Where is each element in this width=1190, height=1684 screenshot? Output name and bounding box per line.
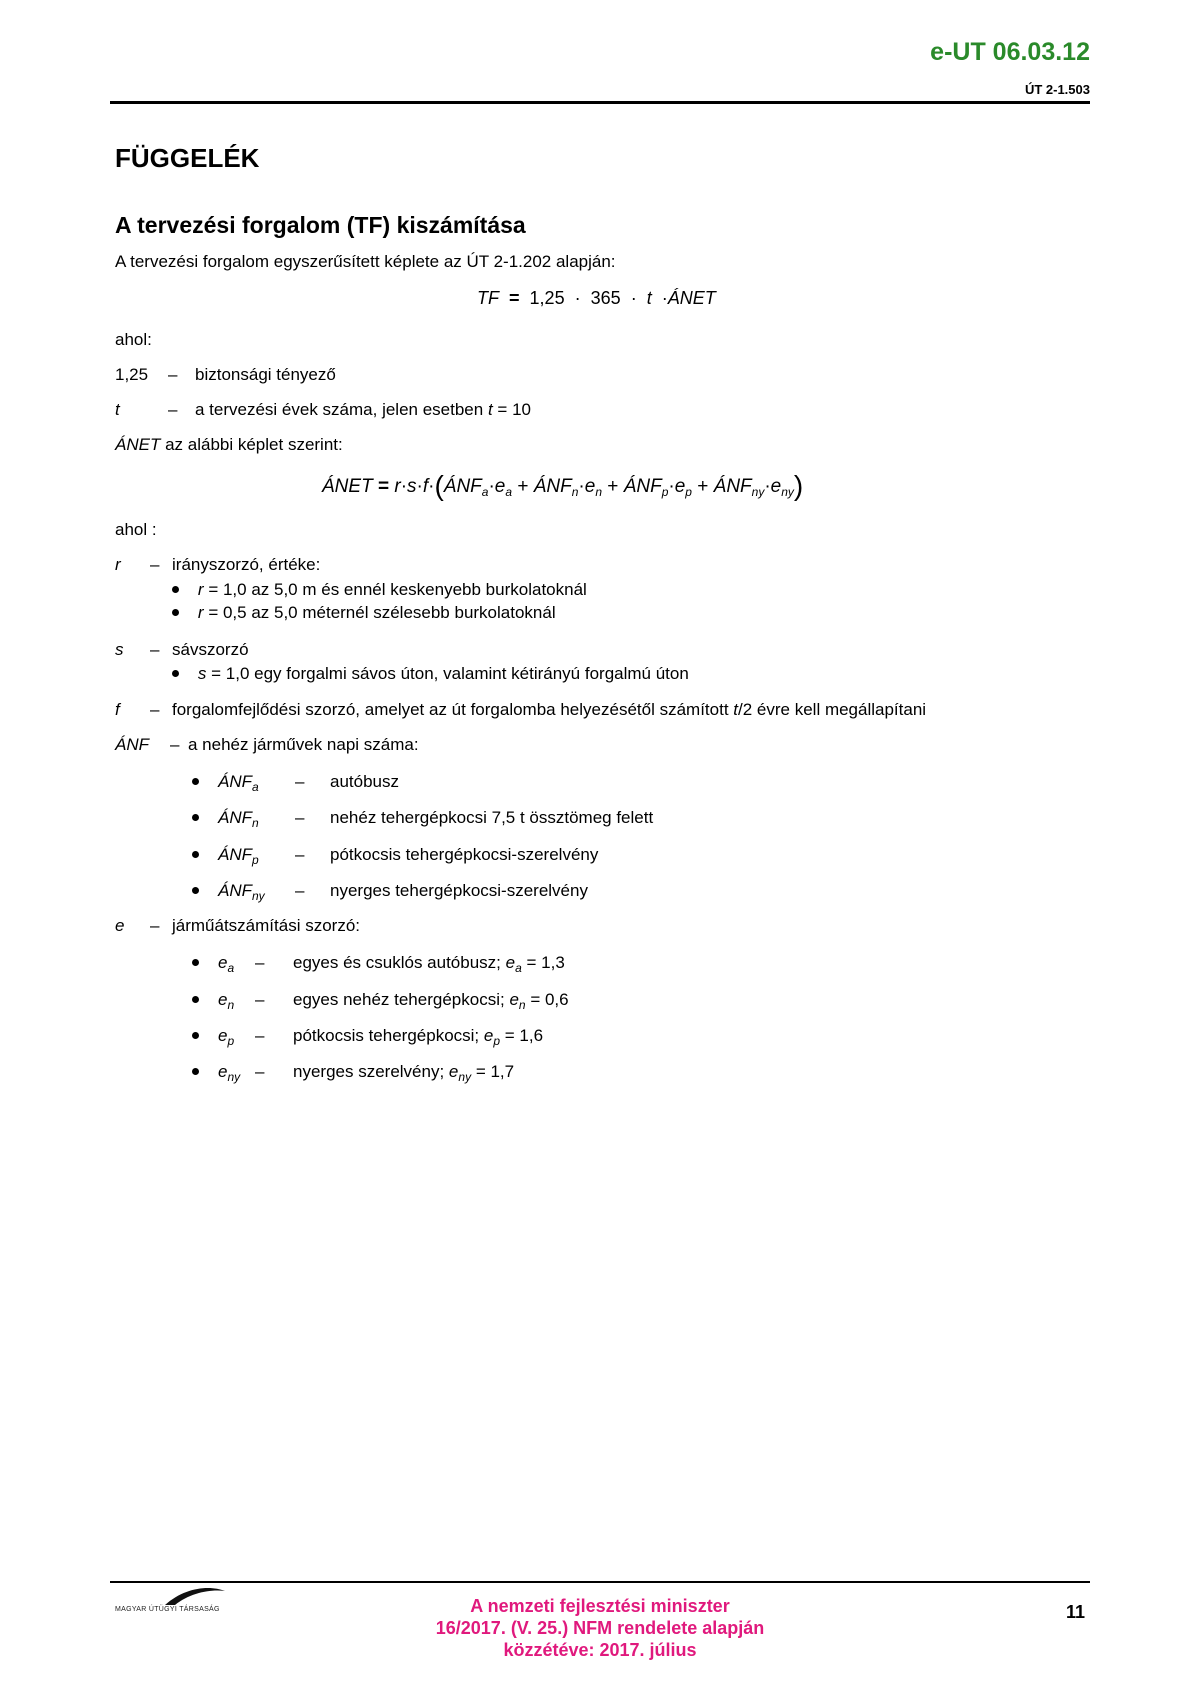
bullet [192,959,199,966]
list-item-var: s [197,664,207,683]
list-item [172,603,556,623]
list-item [192,953,199,973]
anf-item-dash: – [295,772,305,791]
list-item [172,580,587,600]
intro-text: A tervezési forgalom egyszerűsített képlete az ÚT 2-1.202 alapján: [115,252,616,271]
footer-line-1: A nemzeti fejlesztési miniszter [470,1596,730,1616]
f2-e: e [584,476,596,497]
bullet [192,887,199,894]
f2-dot: · [416,476,423,497]
anf-item-dash: – [295,881,305,900]
f2-e: e [494,476,506,497]
f2-sub: p [661,485,669,499]
list-item [192,772,199,792]
def-r-symbol: r [115,555,121,574]
f2-sub: ny [751,485,765,499]
formula-tf-dot: · [574,288,581,308]
list-item [192,881,199,901]
def-e-dash: – [150,916,160,935]
def-e-text: járműátszámítási szorzó: [172,916,360,935]
f2-anf: ÁNF [623,476,662,497]
f2-sub: a [505,485,513,499]
def-f-dash: – [150,700,160,719]
document-code: e-UT 06.03.12 [930,38,1090,66]
anf-item-text: autóbusz [330,772,399,791]
list-item [192,1062,199,1082]
e-item-symbol: $e_a$ [218,953,235,975]
f2-anf: ÁNF [443,476,482,497]
anf-item-symbol: $ÁNF_p$ [218,845,259,867]
f2-lhs: ÁNET [322,476,373,497]
f2-sub: n [595,485,603,499]
f2-plus: + [517,476,529,497]
def-f-text: forgalomfejlődési szorzó, amelyet az út forgalomba helyezésétől számított [172,700,729,719]
f2-plus: + [607,476,619,497]
def-f-symbol: f [115,700,120,719]
f2-close-paren: ) [793,470,804,501]
formula-tf-c1: 1,25 [529,288,565,308]
formula-tf-anet: ÁNET [667,288,716,308]
f2-dot: · [668,476,675,497]
list-item-var: r [197,580,204,599]
f2-dot: · [578,476,585,497]
list-item [192,1026,199,1046]
e-item-dash: – [255,953,265,972]
formula-tf-c2: 365 [590,288,621,308]
f2-sub: p [685,485,692,499]
bullet [172,670,179,677]
list-item [172,664,689,684]
def-safety-text: biztonsági tényező [195,365,336,384]
e-item-text: egyes és csuklós autóbusz; [293,953,501,972]
formula-tf-lhs: TF [477,288,499,308]
formula-tf-t: t [646,288,652,308]
list-item [192,845,199,865]
document-reference: ÚT 2-1.503 [1024,82,1090,97]
page-title: FÜGGELÉK [115,143,260,173]
bullet [192,1068,199,1075]
def-f-line [172,700,926,720]
e-item-text: egyes nehéz tehergépkocsi; [293,990,505,1009]
bullet [192,851,199,858]
anet-text: az alábbi képlet szerint: [165,435,343,454]
e-item-value: = 0,6 [530,990,569,1009]
list-item [192,990,199,1010]
e-item-symbol: $e_n$ [218,990,235,1012]
e-item-text: pótkocsis tehergépkocsi; [293,1026,480,1045]
e-item-line: nyerges szerelvény; $e_{ny} = 1,7$ [293,1062,515,1084]
def-t-symbol: t [115,400,120,419]
e-item-line: pótkocsis tehergépkocsi; $e_p = 1,6$ [293,1026,544,1048]
e-item-line: egyes és csuklós autóbusz; $e_a = 1,3$ [293,953,565,975]
formula-tf [477,288,716,309]
list-item-text: = 1,0 egy forgalmi sávos úton, valamint kétirányú forgalmú úton [211,664,689,683]
bullet [172,586,179,593]
anet-intro [115,435,343,455]
def-safety-symbol: 1,25 [115,365,149,384]
bullet [192,814,199,821]
def-t-line [195,400,531,420]
def-t-text: a tervezési évek száma, jelen esetben [195,400,484,419]
def-t-var: t [487,400,493,419]
e-item-dash: – [255,1062,265,1081]
anf-item-text: pótkocsis tehergépkocsi-szerelvény [330,845,599,864]
def-t-value: = 10 [497,400,531,419]
list-item-var: r [197,603,204,622]
f2-sub: a [481,485,489,499]
list-item [192,808,199,828]
f2-dot: · [764,476,771,497]
def-f-var: t [733,700,739,719]
formula-tf-dot: · [630,288,637,308]
header-divider [110,101,1090,104]
anf-item-dash: – [295,845,305,864]
e-item-dash: – [255,1026,265,1045]
f2-dot: · [428,476,435,497]
f2-e: e [674,476,686,497]
f2-dot: · [488,476,495,497]
def-anf-symbol: ÁNF [115,735,149,754]
bullet [192,778,199,785]
anf-item-text: nehéz tehergépkocsi 7,5 t össztömeg felett [330,808,654,827]
e-item-line: egyes nehéz tehergépkocsi; $e_n = 0,6$ [293,990,569,1012]
f2-anf: ÁNF [713,476,752,497]
def-r-dash: – [150,555,160,574]
f2-sub: ny [781,485,794,499]
page-number: 11 [1065,1602,1085,1622]
def-anf-text: a nehéz járművek napi száma: [188,735,419,754]
anf-item-text: nyerges tehergépkocsi-szerelvény [330,881,588,900]
anf-item-dash: – [295,808,305,827]
formula-anet [322,470,803,502]
f2-e: e [770,476,782,497]
logo-text: MAGYAR ÚTÜGYI TÁRSASÁG [115,1606,220,1613]
def-t-dash: – [168,400,178,419]
e-item-value: = 1,3 [526,953,565,972]
f2-dot: · [400,476,408,497]
formula-tf-dot: · [661,288,668,308]
bullet [192,996,199,1003]
def-f-rest: /2 évre kell megállapítani [738,700,927,719]
f2-open-paren: ( [434,470,444,501]
footer-line-2: 16/2017. (V. 25.) NFM rendelete alapján [435,1618,765,1638]
list-item-text: = 1,0 az 5,0 m és ennél keskenyebb burkolatoknál [208,580,587,599]
bullet [192,1032,199,1039]
anf-item-symbol: $ÁNF_a$ [218,772,259,794]
section-title: A tervezési forgalom (TF) kiszámítása [115,212,526,238]
f2-eq: = [377,476,390,497]
f2-s: s [407,476,417,497]
f2-sub: n [571,485,579,499]
e-item-text: nyerges szerelvény; [293,1062,445,1081]
where-label-2: ahol : [115,520,157,539]
def-safety-dash: – [168,365,178,384]
e-item-symbol: $e_{ny}$ [218,1062,241,1084]
def-s-dash: – [150,640,160,659]
anf-item-symbol: $ÁNF_{ny}$ [218,881,265,903]
def-s-text: sávszorzó [172,640,249,659]
list-item-text: = 0,5 az 5,0 méternél szélesebb burkolatoknál [208,603,556,622]
f2-f: f [422,476,429,497]
f2-r: r [394,476,401,497]
where-label: ahol: [115,330,152,349]
e-item-value: = 1,7 [475,1062,515,1081]
f2-plus: + [697,476,709,497]
footer-publication-note [380,1595,820,1661]
e-item-dash: – [255,990,265,1009]
f2-anf: ÁNF [533,476,572,497]
anet-symbol: ÁNET [115,435,161,454]
bullet [172,609,179,616]
formula-tf-eq: = [509,288,520,308]
def-anf-dash: – [170,735,180,754]
def-s-symbol: s [115,640,124,659]
e-item-value: = 1,6 [504,1026,544,1045]
society-logo [115,1583,265,1613]
def-e-symbol: e [115,916,125,935]
def-r-text: irányszorzó, értéke: [172,555,321,574]
e-item-symbol: $e_p$ [218,1026,235,1048]
footer-line-3: közzétéve: 2017. július [503,1640,697,1660]
anf-item-symbol: $ÁNF_n$ [218,808,259,830]
